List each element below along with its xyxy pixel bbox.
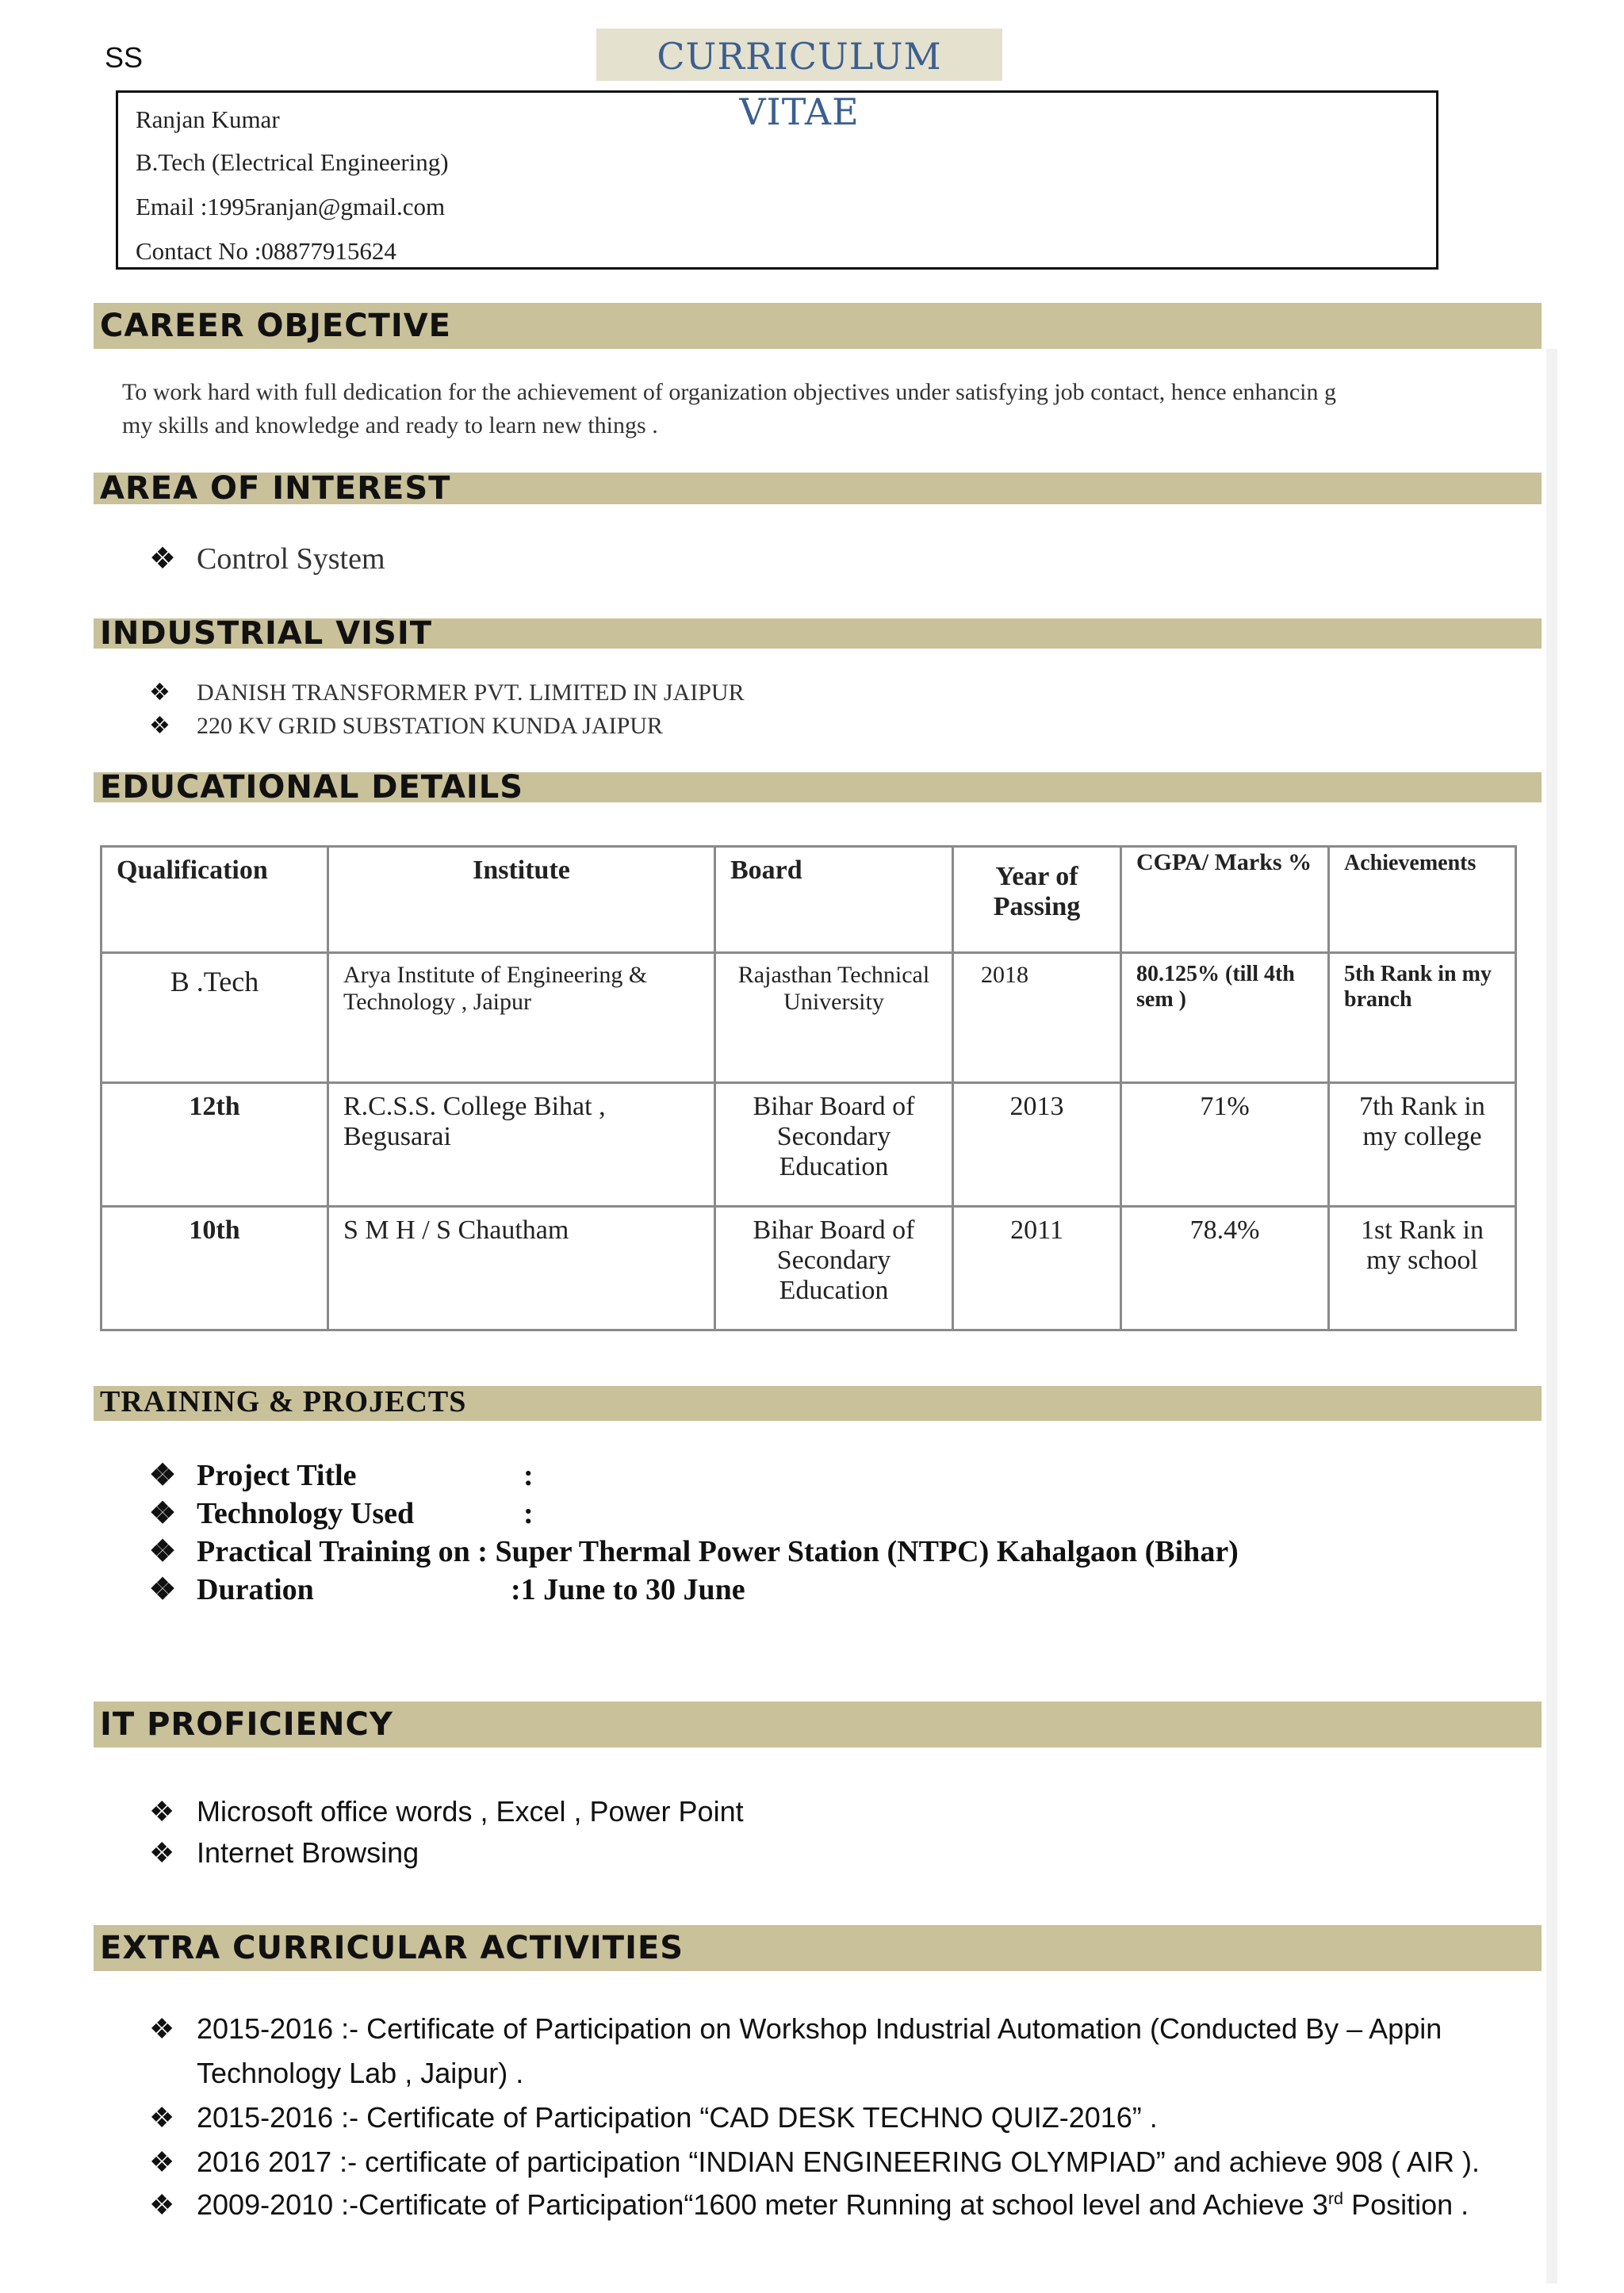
section-title: EDUCATIONAL DETAILS [100,769,524,806]
section-title: CAREER OBJECTIVE [100,308,451,344]
bullet-diamond-icon: ❖ [149,1573,177,1606]
list-item-text: 220 KV GRID SUBSTATION KUNDA JAIPUR [197,713,663,739]
list-item-text: 2015-2016 :- Certificate of Participation “CAD DESK TECHNO QUIZ-2016” . [197,2101,1158,2134]
contact-phone: Contact No :08877915624 [136,237,396,265]
bullet-diamond-icon: ❖ [149,2101,175,2134]
cell-year: 2011 [953,1207,1121,1330]
table-header-row [102,847,1516,953]
career-objective-text [122,376,1518,442]
cell-qualification: 10th [102,1207,328,1330]
list-item [149,2101,1158,2134]
list-item-text: Internet Browsing [197,1836,419,1869]
training-label: Duration [197,1573,314,1606]
cell-year: 2013 [953,1083,1121,1207]
contact-box [116,90,1438,270]
training-label: Technology Used [197,1497,415,1530]
cell-institute: S M H / S Chautham [328,1207,715,1330]
list-item-text: Technology Lab , Jaipur) . [197,2057,524,2089]
column-header: Year of Passing [953,847,1121,953]
cell-institute: R.C.S.S. College Bihat , Begusarai [328,1083,715,1207]
list-item [149,1571,745,1607]
bullet-diamond-icon: ❖ [149,2188,175,2221]
list-item-text: 2009-2010 :-Certificate of Participation“1600 meter Running at school level and Achieve 3 [197,2188,1328,2221]
list-item [149,679,745,706]
education-table [100,845,1517,1331]
table-row [102,1207,1516,1330]
list-item-text: DANISH TRANSFORMER PVT. LIMITED IN JAIPUR [197,679,745,706]
list-item [149,1495,534,1531]
cell-marks: 71% [1121,1083,1329,1207]
section-title: EXTRA CURRICULAR ACTIVITIES [100,1930,684,1966]
cell-board: Bihar Board of Secondary Education [715,1207,953,1330]
cell-board: Rajasthan Technical University [715,953,953,1083]
list-item [149,1836,419,1870]
cell-marks: 80.125% (till 4th sem ) [1121,953,1329,1083]
list-item [149,2188,1469,2222]
cell-year: 2018 [953,953,1121,1083]
career-objective-line: To work hard with full dedication for the achievement of organization objectives under satisfying job contact, hence enhancin g [122,379,1337,405]
section-title: IT PROFICIENCY [100,1706,393,1743]
cell-qualification: B .Tech [102,953,328,1083]
superscript: rd [1327,2188,1344,2208]
bullet-diamond-icon: ❖ [149,713,170,739]
bullet-diamond-icon: ❖ [149,1795,175,1828]
list-item [149,1795,744,1828]
page-edge-shade [1546,349,1557,2283]
table-row [102,1083,1516,1207]
cell-achievement: 5th Rank in my branch [1329,953,1516,1083]
training-label: Practical Training on : [197,1535,488,1568]
list-item [149,2012,1442,2046]
column-header: Achievements [1329,847,1516,953]
bullet-diamond-icon: ❖ [149,1535,177,1568]
cell-board: Bihar Board of Secondary Education [715,1083,953,1207]
training-value: :1 June to 30 June [511,1573,745,1606]
list-item-text: Control System [197,542,385,576]
section-header-area-of-interest [94,470,1542,507]
list-item [149,712,663,740]
list-item [149,541,385,576]
contact-degree: B.Tech (Electrical Engineering) [136,148,449,176]
training-separator: : [523,1459,534,1492]
cell-achievement: 7th Rank in my college [1329,1083,1516,1207]
column-header: Qualification [102,847,328,953]
corner-initials: SS [105,41,144,74]
bullet-diamond-icon: ❖ [149,2012,175,2045]
column-header: CGPA/ Marks % [1121,847,1329,953]
contact-name: Ranjan Kumar [136,105,280,133]
bullet-diamond-icon: ❖ [149,1459,177,1492]
column-header: Board [715,847,953,953]
list-item-continuation [197,2057,523,2090]
bullet-diamond-icon: ❖ [149,1836,175,1869]
cell-marks: 78.4% [1121,1207,1329,1330]
page-title: CURRICULUM VITAE [596,29,1002,81]
section-title: AREA OF INTEREST [100,470,451,507]
cell-qualification: 12th [102,1083,328,1207]
section-header-it-proficiency [94,1702,1542,1748]
list-item [149,2146,1480,2179]
bullet-diamond-icon: ❖ [149,2146,175,2178]
bullet-diamond-icon: ❖ [149,1497,177,1530]
table-row [102,953,1516,1083]
section-header-training-projects [94,1386,1542,1421]
section-title: TRAINING & PROJECTS [100,1385,467,1418]
training-separator: : [523,1497,534,1530]
list-item [149,1457,534,1493]
training-label: Project Title [197,1459,357,1492]
section-header-career-objective [94,303,1542,349]
cell-institute: Arya Institute of Engineering & Technology , Jaipur [328,953,715,1083]
training-value: Super Thermal Power Station (NTPC) Kahalgaon (Bihar) [495,1535,1239,1568]
bullet-diamond-icon: ❖ [149,679,170,706]
list-item-text: Position . [1351,2188,1469,2221]
section-header-extra-curricular [94,1925,1542,1971]
section-header-industrial-visit [94,615,1542,652]
section-header-educational-details [94,769,1542,806]
list-item-text: Microsoft office words , Excel , Power Point [197,1795,744,1828]
list-item-text: 2016 2017 :- certificate of participation “INDIAN ENGINEERING OLYMPIAD” and achieve 908 ( AIR ). [197,2146,1480,2178]
column-header: Institute [328,847,715,953]
section-title: INDUSTRIAL VISIT [100,615,433,652]
cell-achievement: 1st Rank in my school [1329,1207,1516,1330]
contact-email: Email :1995ranjan@gmail.com [136,193,446,220]
career-objective-line: my skills and knowledge and ready to learn new things . [122,412,658,438]
list-item [149,1533,1239,1569]
list-item-text: 2015-2016 :- Certificate of Participation on Workshop Industrial Automation (Conducted By – Appin [197,2012,1442,2045]
bullet-diamond-icon: ❖ [149,542,177,576]
